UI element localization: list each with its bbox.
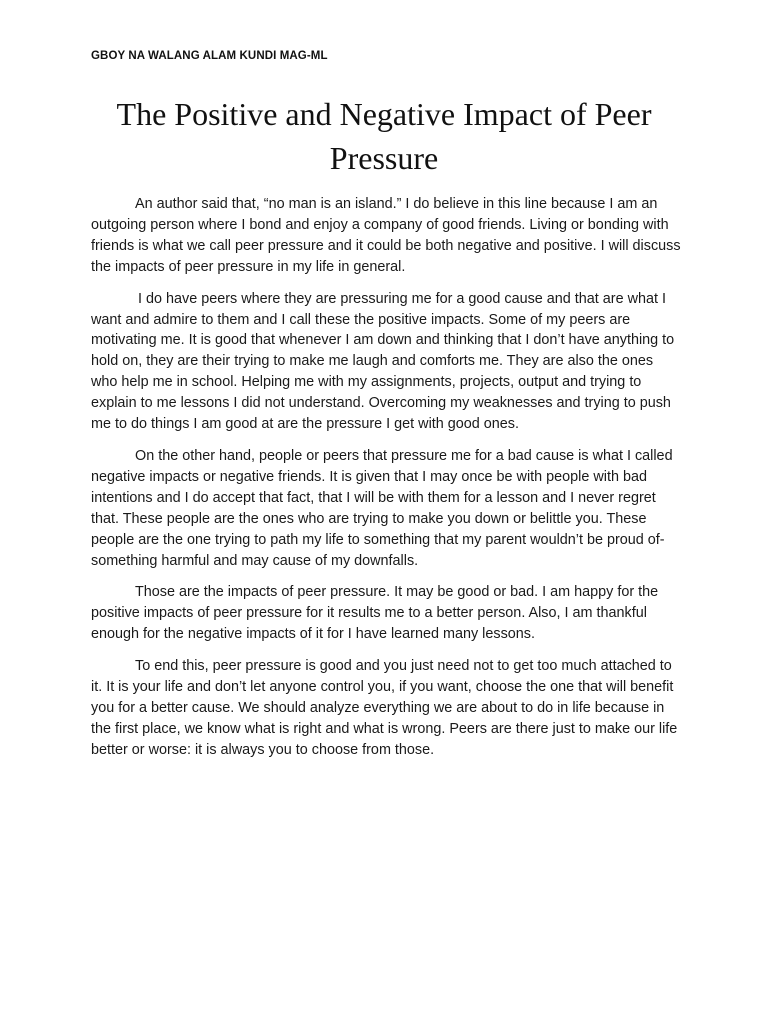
- paragraph-intro: An author said that, “no man is an island.” I do believe in this line because I am an outgoing person where I bond and enjoy a company of good friends. Living or bonding with friends is what we call peer pressure and it could be both negative and positive. I will discuss the impacts of peer pressure in my life in general.: [91, 196, 681, 275]
- document-title: The Positive and Negative Impact of Peer Pressure: [116, 96, 652, 176]
- paragraph-negative-impacts: On the other hand, people or peers that pressure me for a bad cause is what I called negative impacts or negative friends. It is given that I may once be with people with bad intentions and I do accept that fact, that I will be with them for a lesson and I never regret that. These people are the ones who are trying to make you down or belittle you. These people are the one trying to path my life to something that my parent wouldn’t be proud of- something harmful and may cause of my downfalls.: [91, 447, 673, 569]
- paragraph-summary: Those are the impacts of peer pressure. It may be good or bad. I am happy for the positive impacts of peer pressure for it results me to a better person. Also, I am thankful enough for the negative impacts of it for I have learned many lessons.: [91, 584, 659, 643]
- paragraph-conclusion: To end this, peer pressure is good and you just need not to get too much attached to it. It is your life and don’t let anyone control you, if you want, choose the one that will benefit you for a better cause. We should analyze everything we are about to do in life because in the first place, we know what is right and what is wrong. Peers are there just to make our life better or worse: it is always you to choose from those.: [91, 658, 678, 758]
- paragraph-positive-impacts: I do have peers where they are pressuring me for a good cause and that are what I want and admire to them and I call these the positive impacts. Some of my peers are motivating me. It is good that whenever I am down and thinking that I don’t have anything to hold on, they are their trying to make me laugh and comforts me. They are also the ones who help me in school. Helping me with my assignments, projects, output and trying to explain to me lessons I did not understand. Overcoming my weaknesses and trying to push me to do things I am good at are the pressure I get with good ones.: [91, 290, 675, 433]
- author-header: GBOY NA WALANG ALAM KUNDI MAG-ML: [91, 50, 328, 62]
- essay-body: [91, 194, 681, 772]
